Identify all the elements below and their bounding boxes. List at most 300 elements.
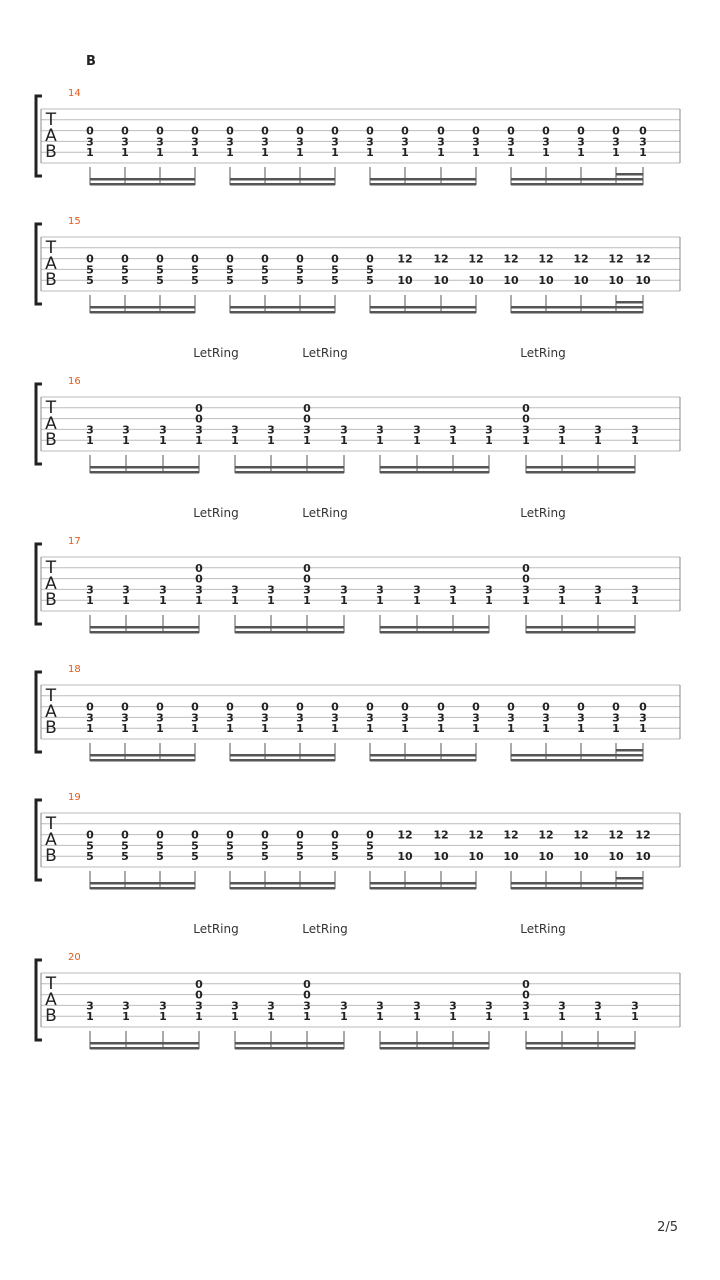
fret-number: 12 (635, 828, 651, 842)
fret-number: 0 (437, 700, 445, 714)
fret-number: 3 (86, 999, 94, 1013)
beam-primary (90, 1047, 199, 1050)
beam-secondary (235, 626, 344, 629)
fret-number: 0 (577, 124, 585, 138)
fret-number: 0 (86, 700, 94, 714)
fret-number: 1 (86, 146, 94, 160)
fret-number: 1 (449, 1010, 457, 1024)
fret-number: 3 (413, 423, 421, 437)
tab-letter-t: T (45, 238, 57, 258)
beam-primary (370, 183, 476, 186)
beam-primary (90, 887, 195, 890)
fret-number: 5 (121, 839, 129, 853)
fret-number: 0 (195, 988, 203, 1002)
fret-number: 3 (612, 135, 620, 149)
fret-number: 1 (159, 594, 167, 608)
fret-number: 0 (195, 572, 203, 586)
fret-number: 1 (226, 722, 234, 736)
fret-number: 3 (472, 711, 480, 725)
fret-number: 0 (303, 988, 311, 1002)
beam-secondary (511, 882, 643, 885)
fret-number: 1 (542, 722, 550, 736)
fret-number: 0 (303, 977, 311, 991)
fret-number: 3 (366, 135, 374, 149)
beam-primary (526, 471, 635, 474)
beam-primary (370, 759, 476, 762)
let-ring-label: LetRing (520, 506, 566, 520)
fret-number: 1 (366, 722, 374, 736)
fret-number: 5 (86, 274, 94, 288)
fret-number: 0 (612, 124, 620, 138)
fret-number: 0 (522, 412, 530, 426)
tab-letter-b: B (45, 1006, 57, 1026)
beam-primary (230, 183, 335, 186)
fret-number: 5 (261, 263, 269, 277)
fret-number: 1 (296, 146, 304, 160)
fret-number: 12 (503, 828, 519, 842)
beam-primary (90, 471, 199, 474)
fret-number: 1 (231, 594, 239, 608)
fret-number: 3 (366, 711, 374, 725)
fret-number: 3 (577, 135, 585, 149)
tab-letter-b: B (45, 142, 57, 162)
fret-number: 1 (376, 434, 384, 448)
fret-number: 1 (261, 722, 269, 736)
beam-secondary (511, 306, 643, 309)
fret-number: 0 (191, 828, 199, 842)
fret-number: 5 (366, 274, 374, 288)
fret-number: 3 (156, 135, 164, 149)
fret-number: 0 (86, 828, 94, 842)
fret-number: 1 (122, 434, 130, 448)
fret-number: 1 (437, 146, 445, 160)
fret-number: 0 (121, 700, 129, 714)
fret-number: 5 (121, 274, 129, 288)
fret-number: 1 (522, 594, 530, 608)
fret-number: 3 (401, 135, 409, 149)
beam-primary (230, 759, 335, 762)
fret-number: 3 (507, 135, 515, 149)
fret-number: 1 (267, 594, 275, 608)
fret-number: 0 (195, 401, 203, 415)
fret-number: 5 (156, 274, 164, 288)
fret-number: 1 (522, 1010, 530, 1024)
fret-number: 3 (303, 583, 311, 597)
beam-secondary (90, 306, 195, 309)
fret-number: 3 (522, 583, 530, 597)
tab-letter-b: B (45, 718, 57, 738)
fret-number: 1 (639, 146, 647, 160)
fret-number: 5 (156, 850, 164, 864)
fret-number: 3 (156, 711, 164, 725)
fret-number: 1 (86, 434, 94, 448)
fret-number: 1 (303, 1010, 311, 1024)
fret-number: 3 (267, 423, 275, 437)
fret-number: 1 (231, 434, 239, 448)
fret-number: 1 (122, 594, 130, 608)
beam-primary (230, 311, 335, 314)
fret-number: 1 (449, 434, 457, 448)
fret-number: 1 (121, 722, 129, 736)
fret-number: 5 (296, 263, 304, 277)
fret-number: 3 (449, 999, 457, 1013)
fret-number: 0 (226, 124, 234, 138)
beam-primary (380, 631, 489, 634)
beam-primary (511, 759, 643, 762)
measure-number: 16 (68, 376, 81, 387)
fret-number: 1 (437, 722, 445, 736)
fret-number: 1 (639, 722, 647, 736)
tab-letter-t: T (45, 558, 57, 578)
fret-number: 3 (449, 423, 457, 437)
fret-number: 3 (507, 711, 515, 725)
beam-secondary (526, 466, 635, 469)
fret-number: 0 (303, 401, 311, 415)
beam-primary (90, 759, 195, 762)
fret-number: 1 (631, 434, 639, 448)
fret-number: 1 (612, 722, 620, 736)
fret-number: 3 (195, 423, 203, 437)
fret-number: 0 (86, 252, 94, 266)
fret-number: 1 (631, 594, 639, 608)
fret-number: 1 (156, 722, 164, 736)
fret-number: 3 (159, 423, 167, 437)
beam-primary (90, 183, 195, 186)
fret-number: 1 (191, 146, 199, 160)
fret-number: 12 (608, 828, 624, 842)
fret-number: 10 (608, 274, 624, 288)
fret-number: 0 (366, 252, 374, 266)
beam-tertiary (616, 877, 643, 880)
beam-secondary (370, 178, 476, 181)
fret-number: 3 (413, 583, 421, 597)
beam-secondary (380, 626, 489, 629)
fret-number: 1 (331, 146, 339, 160)
fret-number: 3 (231, 583, 239, 597)
fret-number: 5 (121, 263, 129, 277)
beam-secondary (90, 178, 195, 181)
beam-primary (90, 311, 195, 314)
fret-number: 3 (485, 423, 493, 437)
fret-number: 3 (296, 135, 304, 149)
tab-letter-a: A (45, 254, 57, 274)
beam-primary (90, 631, 199, 634)
fret-number: 3 (303, 423, 311, 437)
fret-number: 3 (159, 999, 167, 1013)
fret-number: 0 (366, 700, 374, 714)
fret-number: 5 (261, 839, 269, 853)
fret-number: 1 (594, 434, 602, 448)
beam-secondary (90, 754, 195, 757)
fret-number: 3 (226, 135, 234, 149)
fret-number: 3 (485, 999, 493, 1013)
fret-number: 5 (156, 263, 164, 277)
fret-number: 10 (608, 850, 624, 864)
beam-tertiary (616, 173, 643, 176)
fret-number: 5 (86, 263, 94, 277)
tab-letter-a: A (45, 830, 57, 850)
fret-number: 0 (542, 700, 550, 714)
fret-number: 1 (472, 146, 480, 160)
fret-number: 3 (340, 423, 348, 437)
beam-secondary (235, 466, 344, 469)
fret-number: 1 (594, 594, 602, 608)
fret-number: 1 (231, 1010, 239, 1024)
fret-number: 5 (191, 274, 199, 288)
beam-secondary (230, 882, 335, 885)
fret-number: 10 (635, 274, 651, 288)
beam-primary (235, 631, 344, 634)
tab-letter-t: T (45, 110, 57, 130)
fret-number: 0 (472, 124, 480, 138)
fret-number: 12 (433, 252, 449, 266)
beam-secondary (526, 1042, 635, 1045)
fret-number: 1 (340, 434, 348, 448)
tab-letter-t: T (45, 974, 57, 994)
fret-number: 0 (296, 700, 304, 714)
tab-letter-t: T (45, 686, 57, 706)
fret-number: 10 (503, 850, 519, 864)
beam-primary (526, 631, 635, 634)
tab-letter-t: T (45, 814, 57, 834)
tab-letter-b: B (45, 270, 57, 290)
fret-number: 0 (639, 700, 647, 714)
fret-number: 1 (86, 722, 94, 736)
fret-number: 0 (522, 977, 530, 991)
fret-number: 3 (401, 711, 409, 725)
fret-number: 3 (558, 583, 566, 597)
beam-primary (370, 311, 476, 314)
beam-secondary (90, 626, 199, 629)
fret-number: 1 (542, 146, 550, 160)
fret-number: 12 (608, 252, 624, 266)
fret-number: 0 (296, 252, 304, 266)
fret-number: 12 (397, 828, 413, 842)
fret-number: 3 (522, 423, 530, 437)
fret-number: 5 (226, 850, 234, 864)
fret-number: 3 (612, 711, 620, 725)
fret-number: 3 (159, 583, 167, 597)
fret-number: 3 (303, 999, 311, 1013)
fret-number: 5 (366, 263, 374, 277)
fret-number: 3 (542, 711, 550, 725)
tab-letter-a: A (45, 702, 57, 722)
fret-number: 0 (261, 252, 269, 266)
fret-number: 5 (366, 850, 374, 864)
fret-number: 3 (121, 711, 129, 725)
fret-number: 3 (472, 135, 480, 149)
fret-number: 10 (433, 850, 449, 864)
fret-number: 0 (121, 828, 129, 842)
fret-number: 3 (191, 135, 199, 149)
beam-secondary (511, 178, 643, 181)
fret-number: 5 (121, 850, 129, 864)
fret-number: 5 (226, 274, 234, 288)
fret-number: 5 (296, 839, 304, 853)
fret-number: 10 (635, 850, 651, 864)
fret-number: 12 (538, 828, 554, 842)
tab-letter-t: T (45, 398, 57, 418)
fret-number: 12 (397, 252, 413, 266)
fret-number: 10 (503, 274, 519, 288)
fret-number: 1 (472, 722, 480, 736)
fret-number: 3 (86, 711, 94, 725)
fret-number: 0 (366, 828, 374, 842)
fret-number: 3 (226, 711, 234, 725)
fret-number: 3 (376, 583, 384, 597)
measure-number: 15 (68, 216, 81, 227)
fret-number: 1 (159, 434, 167, 448)
fret-number: 3 (437, 135, 445, 149)
fret-number: 3 (522, 999, 530, 1013)
fret-number: 0 (401, 124, 409, 138)
page-number: 2/5 (657, 1220, 678, 1235)
fret-number: 5 (226, 263, 234, 277)
fret-number: 3 (437, 711, 445, 725)
fret-number: 0 (612, 700, 620, 714)
fret-number: 5 (331, 274, 339, 288)
fret-number: 0 (331, 124, 339, 138)
fret-number: 1 (195, 1010, 203, 1024)
fret-number: 1 (413, 434, 421, 448)
fret-number: 3 (594, 583, 602, 597)
fret-number: 3 (122, 423, 130, 437)
tab-letter-b: B (45, 846, 57, 866)
beam-primary (380, 471, 489, 474)
fret-number: 0 (226, 252, 234, 266)
fret-number: 1 (156, 146, 164, 160)
fret-number: 1 (558, 1010, 566, 1024)
fret-number: 1 (195, 434, 203, 448)
fret-number: 1 (303, 434, 311, 448)
fret-number: 3 (86, 423, 94, 437)
fret-number: 3 (485, 583, 493, 597)
fret-number: 1 (226, 146, 234, 160)
fret-number: 3 (558, 423, 566, 437)
fret-number: 3 (542, 135, 550, 149)
fret-number: 0 (296, 124, 304, 138)
fret-number: 1 (340, 1010, 348, 1024)
fret-number: 3 (261, 711, 269, 725)
fret-number: 1 (558, 594, 566, 608)
fret-number: 0 (639, 124, 647, 138)
beam-primary (511, 887, 643, 890)
let-ring-label: LetRing (520, 922, 566, 936)
fret-number: 3 (122, 999, 130, 1013)
fret-number: 0 (86, 124, 94, 138)
fret-number: 5 (296, 850, 304, 864)
let-ring-label: LetRing (302, 346, 348, 360)
let-ring-label: LetRing (302, 506, 348, 520)
fret-number: 1 (558, 434, 566, 448)
fret-number: 3 (639, 711, 647, 725)
beam-secondary (90, 882, 195, 885)
beam-secondary (230, 178, 335, 181)
fret-number: 1 (449, 594, 457, 608)
fret-number: 0 (195, 412, 203, 426)
fret-number: 5 (331, 850, 339, 864)
fret-number: 1 (594, 1010, 602, 1024)
fret-number: 1 (376, 594, 384, 608)
fret-number: 3 (413, 999, 421, 1013)
fret-number: 0 (303, 561, 311, 575)
fret-number: 1 (191, 722, 199, 736)
fret-number: 1 (86, 1010, 94, 1024)
beam-secondary (370, 306, 476, 309)
fret-number: 1 (401, 146, 409, 160)
fret-number: 3 (191, 711, 199, 725)
beam-secondary (90, 1042, 199, 1045)
fret-number: 10 (573, 850, 589, 864)
fret-number: 5 (191, 850, 199, 864)
fret-number: 0 (226, 828, 234, 842)
fret-number: 5 (191, 839, 199, 853)
fret-number: 1 (121, 146, 129, 160)
fret-number: 1 (577, 146, 585, 160)
fret-number: 1 (331, 722, 339, 736)
fret-number: 0 (303, 412, 311, 426)
fret-number: 0 (156, 252, 164, 266)
fret-number: 1 (522, 434, 530, 448)
fret-number: 12 (538, 252, 554, 266)
beam-primary (511, 183, 643, 186)
fret-number: 1 (612, 146, 620, 160)
fret-number: 3 (267, 583, 275, 597)
fret-number: 3 (121, 135, 129, 149)
fret-number: 5 (331, 839, 339, 853)
fret-number: 5 (86, 839, 94, 853)
fret-number: 3 (340, 583, 348, 597)
fret-number: 1 (303, 594, 311, 608)
fret-number: 0 (577, 700, 585, 714)
section-label: B (86, 54, 96, 69)
let-ring-label: LetRing (302, 922, 348, 936)
fret-number: 0 (191, 124, 199, 138)
fret-number: 3 (449, 583, 457, 597)
fret-number: 3 (331, 135, 339, 149)
let-ring-label: LetRing (193, 346, 239, 360)
fret-number: 0 (401, 700, 409, 714)
fret-number: 3 (261, 135, 269, 149)
measure-number: 17 (68, 536, 81, 547)
fret-number: 1 (507, 146, 515, 160)
fret-number: 0 (261, 828, 269, 842)
fret-number: 1 (485, 434, 493, 448)
fret-number: 3 (631, 583, 639, 597)
beam-secondary (511, 754, 643, 757)
fret-number: 3 (558, 999, 566, 1013)
fret-number: 12 (433, 828, 449, 842)
beam-tertiary (616, 301, 643, 304)
beam-primary (511, 311, 643, 314)
fret-number: 0 (522, 572, 530, 586)
fret-number: 5 (296, 274, 304, 288)
beam-tertiary (616, 749, 643, 752)
fret-number: 1 (577, 722, 585, 736)
fret-number: 5 (156, 839, 164, 853)
fret-number: 3 (594, 423, 602, 437)
fret-number: 10 (538, 850, 554, 864)
fret-number: 0 (331, 252, 339, 266)
fret-number: 3 (340, 999, 348, 1013)
fret-number: 1 (401, 722, 409, 736)
fret-number: 3 (594, 999, 602, 1013)
fret-number: 3 (231, 999, 239, 1013)
fret-number: 0 (261, 700, 269, 714)
fret-number: 3 (231, 423, 239, 437)
fret-number: 1 (159, 1010, 167, 1024)
fret-number: 5 (261, 274, 269, 288)
